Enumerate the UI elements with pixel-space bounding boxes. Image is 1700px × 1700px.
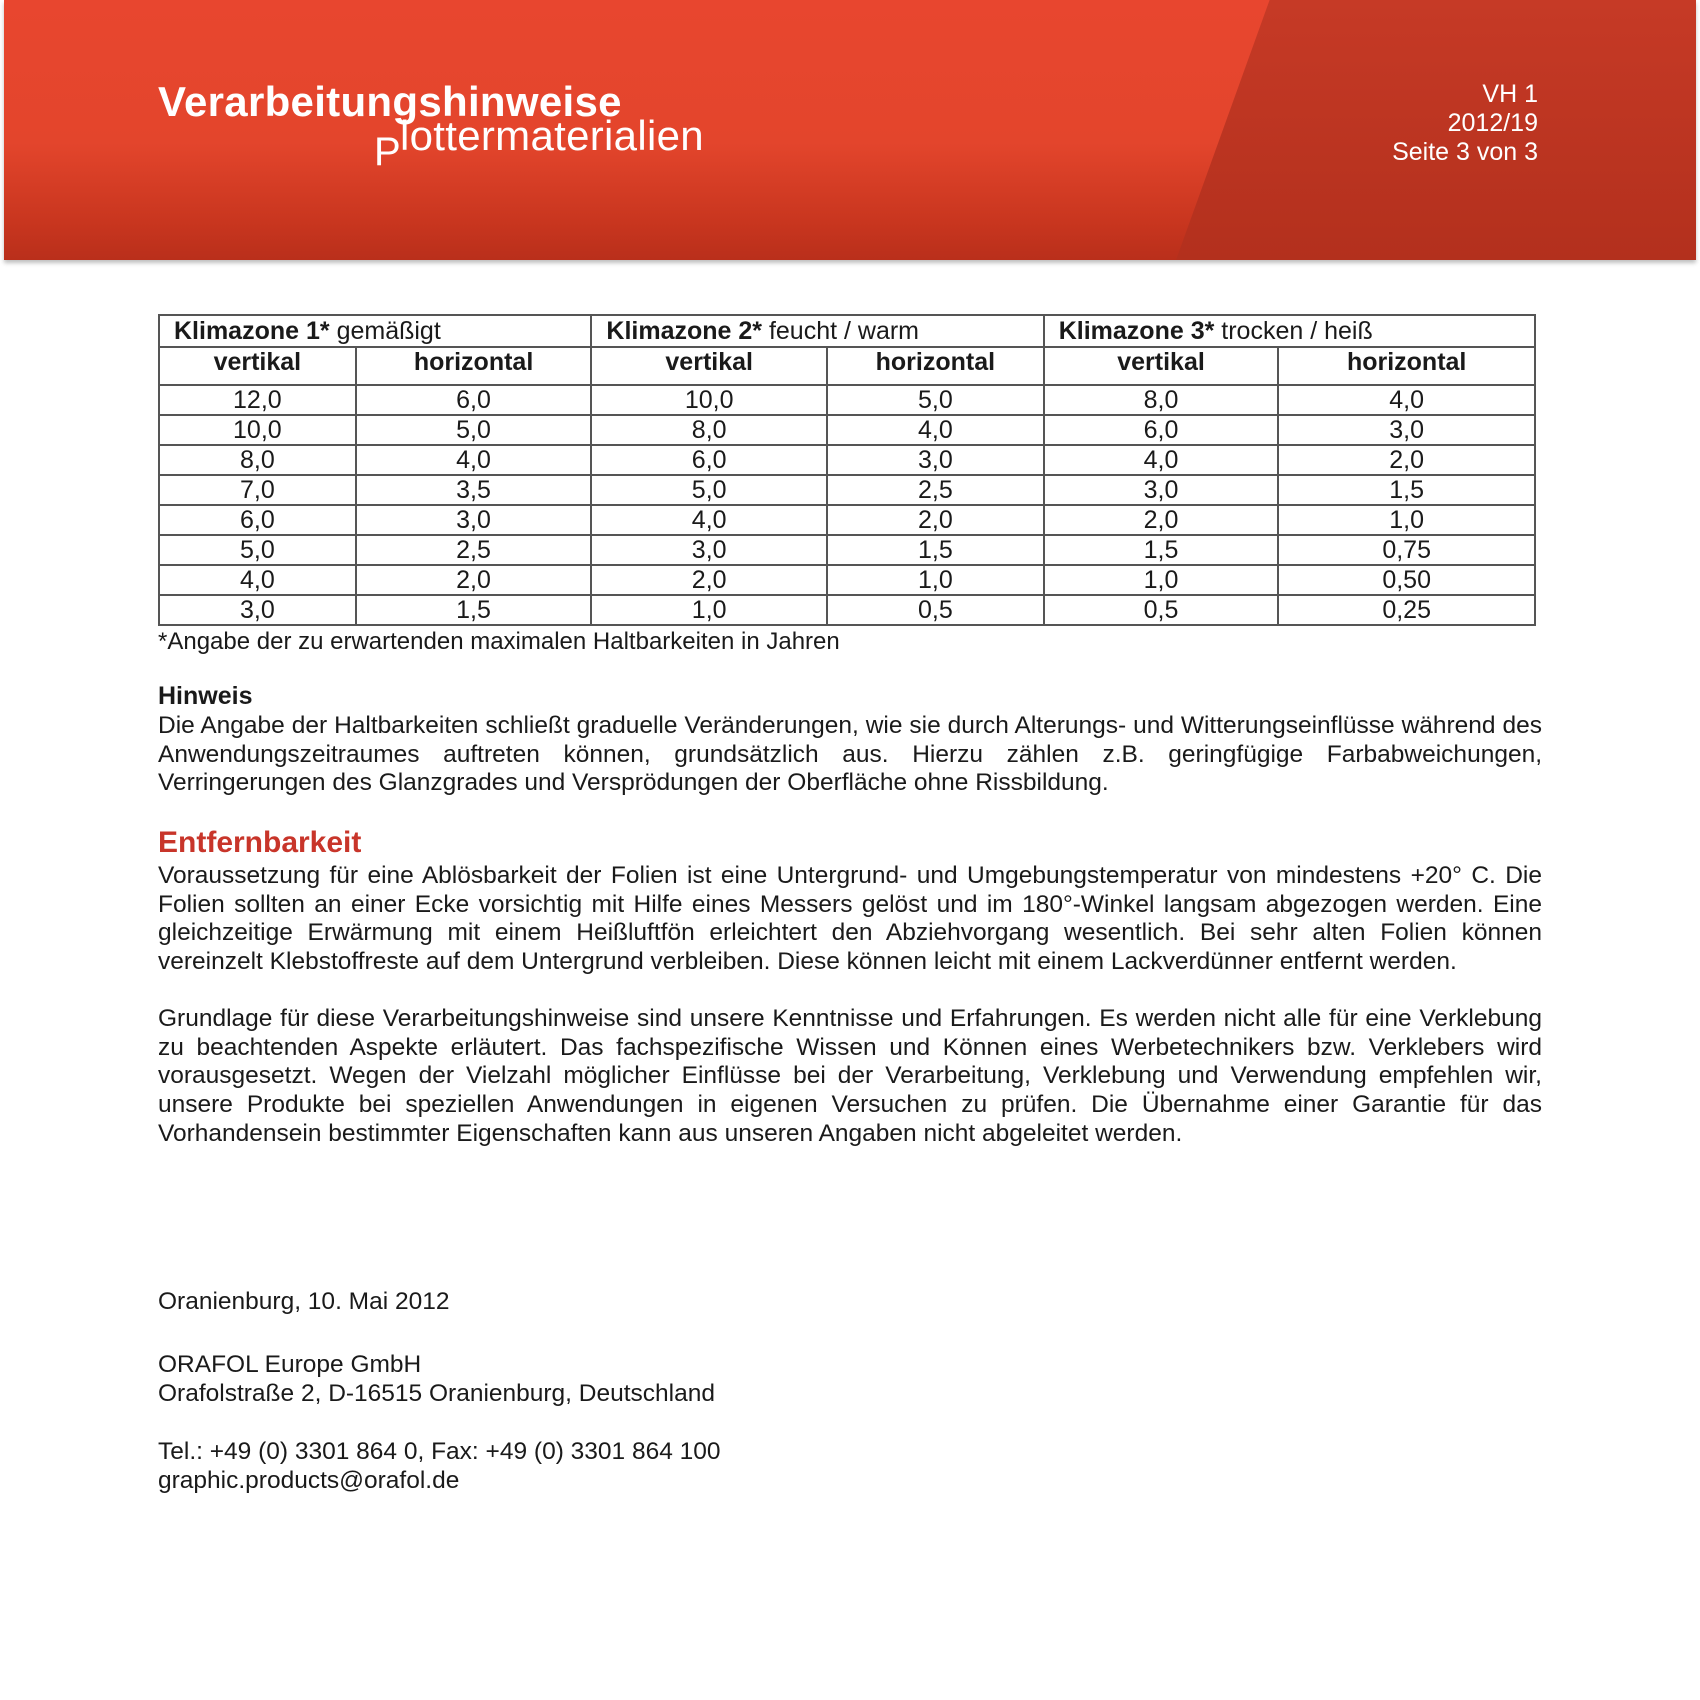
table-cell: 3,0 [356,505,592,535]
table-row [159,445,1535,475]
table-cell: 4,0 [356,445,592,475]
column-header: horizontal [1278,347,1535,385]
table-cell: 8,0 [1044,385,1279,415]
company-address [158,1350,1542,1408]
table-cell: 3,0 [159,595,356,625]
zone-header-row [159,315,1535,347]
zone-2-header: Klimazone 2* feucht / warm [591,315,1043,347]
table-cell: 12,0 [159,385,356,415]
table-cell: 6,0 [356,385,592,415]
table-cell: 0,50 [1278,565,1535,595]
hinweis-heading: Hinweis [158,682,253,710]
email-address[interactable]: graphic.products@orafol.de [158,1467,460,1494]
table-cell: 3,0 [591,535,827,565]
table-cell: 5,0 [591,475,827,505]
table-row [159,505,1535,535]
table-cell: 1,0 [1044,565,1279,595]
table-cell: 6,0 [1044,415,1279,445]
column-header: vertikal [159,347,356,385]
table-cell: 4,0 [159,565,356,595]
table-cell: 1,5 [1278,475,1535,505]
table-cell: 1,5 [356,595,592,625]
date-line: Oranienburg, 10. Mai 2012 [158,1288,450,1315]
table-cell: 3,5 [356,475,592,505]
table-cell: 4,0 [827,415,1044,445]
column-header: horizontal [356,347,592,385]
column-header: horizontal [827,347,1044,385]
table-cell: 1,5 [1044,535,1279,565]
table-cell: 6,0 [591,445,827,475]
table-cell: 2,0 [1044,505,1279,535]
column-header: vertikal [1044,347,1279,385]
table-cell: 4,0 [591,505,827,535]
document-title: Verarbeitungshinweise [158,78,622,125]
table-cell: 4,0 [1044,445,1279,475]
entfernbarkeit-paragraph: Voraussetzung für eine Ablösbarkeit der Folien ist eine Untergrund- und Umgebungstemperatur von mindestens +20° C. Die Folien sollten an einer Ecke vorsichtig mit Hilfe eines Messers gelöst und im 180°-Winkel langsam abgezogen werden. Eine gleichzeitige Erwärmung mit einem Heißluftfön erleichtert den Abziehvorgang wesentlich. Bei sehr alten Folien können vereinzelt Klebstoffreste auf dem Untergrund verbleiben. Diese können leicht mit einem Lackverdünner entfernt werden. [158,862,1542,976]
table-cell: 8,0 [159,445,356,475]
table-row [159,475,1535,505]
phone-fax: Tel.: +49 (0) 3301 864 0, Fax: +49 (0) 3301 864 100 [158,1438,721,1465]
table-cell: 1,0 [827,565,1044,595]
orientation-header-row [159,347,1535,385]
table-cell: 3,0 [1044,475,1279,505]
page-info: Seite 3 von 3 [1392,138,1538,166]
entfernbarkeit-heading: Entfernbarkeit [158,826,362,859]
table-row [159,565,1535,595]
document-subtitle [374,112,704,174]
document-meta [1392,80,1538,167]
table-footnote: *Angabe der zu erwartenden maximalen Haltbarkeiten in Jahren [158,628,840,655]
grundlage-paragraph: Grundlage für diese Verarbeitungshinweise sind unsere Kenntnisse und Erfahrungen. Es werden nicht alle für eine Verklebung zu beachtenden Aspekte erläutert. Das fachspezifische Wissen und Können eines Werbetechnikers bzw. Verklebers wird vorausgesetzt. Wegen der Vielzahl möglicher Einflüsse bei der Verarbeitung, Verklebung und Verwendung empfehlen wir, unsere Produkte bei speziellen Anwendungen in eigenen Versuchen zu prüfen. Die Übernahme einer Garantie für das Vorhandensein bestimmter Eigenschaften kann aus unseren Angaben nicht abgeleitet werden. [158,1005,1542,1147]
table-cell: 1,0 [1278,505,1535,535]
table-cell: 0,5 [827,595,1044,625]
contact-info [158,1437,1542,1495]
table-cell: 6,0 [159,505,356,535]
table-cell: 0,25 [1278,595,1535,625]
table-cell: 10,0 [159,415,356,445]
column-header: vertikal [591,347,827,385]
table-row [159,415,1535,445]
page-header-banner [4,0,1696,260]
table-cell: 3,0 [1278,415,1535,445]
table-cell: 7,0 [159,475,356,505]
street-address: Orafolstraße 2, D-16515 Oranienburg, Deutschland [158,1380,715,1407]
table-cell: 0,5 [1044,595,1279,625]
table-cell: 2,0 [827,505,1044,535]
subtitle-rest: lottermaterialien [400,112,704,159]
table-cell: 2,0 [1278,445,1535,475]
table-cell: 2,0 [356,565,592,595]
table-cell: 5,0 [356,415,592,445]
table-cell: 5,0 [159,535,356,565]
subtitle-initial: P [374,130,401,174]
table-cell: 8,0 [591,415,827,445]
table-cell: 1,0 [591,595,827,625]
table-cell: 10,0 [591,385,827,415]
hinweis-paragraph: Die Angabe der Haltbarkeiten schließt graduelle Veränderungen, wie sie durch Alterungs- und Witterungseinflüsse während des Anwendungszeitraumes auftreten können, grundsätzlich aus. Hierzu zählen z.B. geringfügige Farbabweichungen, Verringerungen des Glanzgrades und Versprödungen der Oberfläche ohne Rissbildung. [158,712,1542,797]
table-cell: 2,5 [827,475,1044,505]
table-cell: 2,0 [591,565,827,595]
table-cell: 4,0 [1278,385,1535,415]
table-row [159,595,1535,625]
company-name: ORAFOL Europe GmbH [158,1351,422,1378]
table-cell: 5,0 [827,385,1044,415]
doc-version: 2012/19 [1447,109,1538,137]
table-row [159,385,1535,415]
table-row [159,535,1535,565]
zone-1-header: Klimazone 1* gemäßigt [159,315,591,347]
table-cell: 3,0 [827,445,1044,475]
zone-3-header: Klimazone 3* trocken / heiß [1044,315,1535,347]
table-cell: 0,75 [1278,535,1535,565]
table-cell: 1,5 [827,535,1044,565]
doc-code: VH 1 [1482,80,1538,108]
climate-zone-table [158,314,1536,626]
table-cell: 2,5 [356,535,592,565]
